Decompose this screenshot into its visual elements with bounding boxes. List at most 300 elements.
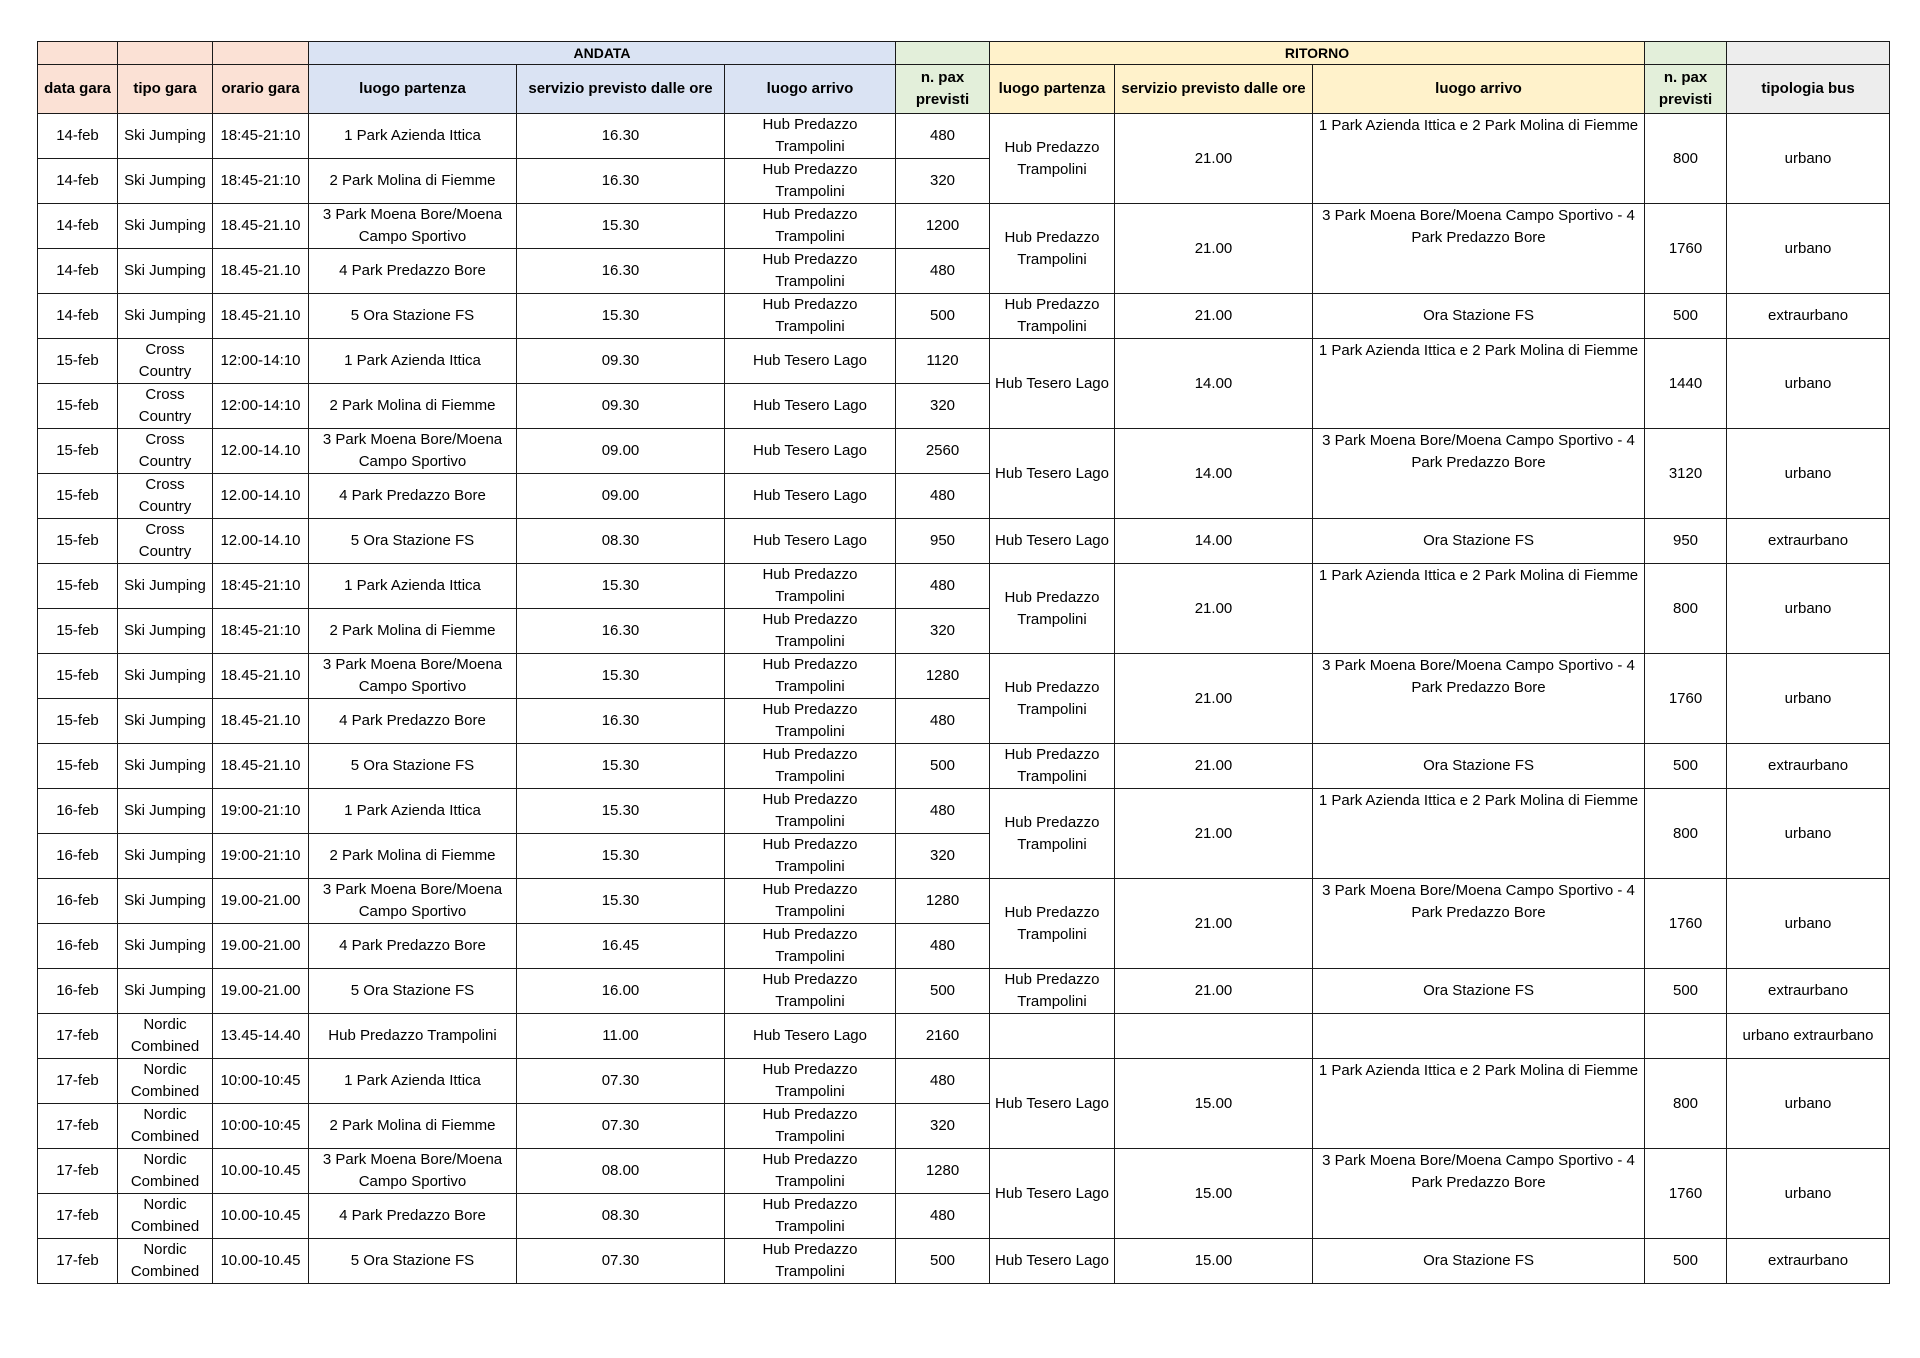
cell-andata-pax: 1280 [896,879,990,924]
cell-ritorno-luogo-partenza: Hub Tesero Lago [990,1149,1115,1239]
cell-ritorno-pax: 500 [1645,294,1727,339]
cell-andata-luogo-arrivo: Hub Predazzo Trampolini [725,564,896,609]
cell-orario-gara: 10.00-10.45 [213,1239,309,1284]
cell-tipo-gara: Ski Jumping [118,609,213,654]
cell-andata-pax: 480 [896,114,990,159]
cell-ritorno-servizio-ore: 21.00 [1115,744,1313,789]
cell-tipologia-bus: urbano [1727,339,1890,429]
cell-data-gara: 15-feb [38,564,118,609]
cell-andata-luogo-partenza: 2 Park Molina di Fiemme [309,609,517,654]
table-row [38,654,1890,699]
cell-andata-luogo-arrivo: Hub Predazzo Trampolini [725,789,896,834]
cell-data-gara: 17-feb [38,1149,118,1194]
cell-andata-luogo-partenza: 4 Park Predazzo Bore [309,1194,517,1239]
cell-andata-servizio-ore: 11.00 [517,1014,725,1059]
cell-andata-luogo-partenza: 1 Park Azienda Ittica [309,564,517,609]
cell-tipo-gara: Ski Jumping [118,204,213,249]
cell-data-gara: 15-feb [38,744,118,789]
cell-andata-luogo-arrivo: Hub Tesero Lago [725,474,896,519]
blank-header-cell [1727,42,1890,65]
cell-andata-luogo-arrivo: Hub Predazzo Trampolini [725,879,896,924]
cell-tipo-gara: Ski Jumping [118,834,213,879]
cell-andata-luogo-arrivo: Hub Predazzo Trampolini [725,744,896,789]
cell-andata-luogo-partenza: 4 Park Predazzo Bore [309,699,517,744]
cell-orario-gara: 19:00-21:10 [213,834,309,879]
cell-andata-servizio-ore: 16.30 [517,114,725,159]
cell-andata-pax: 320 [896,1104,990,1149]
cell-tipo-gara: Ski Jumping [118,699,213,744]
cell-data-gara: 15-feb [38,519,118,564]
cell-andata-luogo-partenza: 4 Park Predazzo Bore [309,474,517,519]
cell-tipologia-bus: extraurbano [1727,969,1890,1014]
cell-tipologia-bus: extraurbano [1727,294,1890,339]
cell-data-gara: 15-feb [38,699,118,744]
cell-andata-pax: 1280 [896,654,990,699]
cell-andata-pax: 950 [896,519,990,564]
cell-andata-luogo-partenza: 2 Park Molina di Fiemme [309,1104,517,1149]
cell-tipologia-bus: urbano [1727,1149,1890,1239]
cell-andata-luogo-partenza: 2 Park Molina di Fiemme [309,834,517,879]
cell-andata-luogo-partenza: 2 Park Molina di Fiemme [309,159,517,204]
cell-tipo-gara: Ski Jumping [118,879,213,924]
cell-tipo-gara: Ski Jumping [118,789,213,834]
cell-orario-gara: 18.45-21.10 [213,744,309,789]
cell-tipo-gara: Cross Country [118,474,213,519]
cell-data-gara: 15-feb [38,654,118,699]
cell-orario-gara: 10:00-10:45 [213,1059,309,1104]
cell-andata-servizio-ore: 09.30 [517,339,725,384]
cell-data-gara: 16-feb [38,789,118,834]
cell-ritorno-servizio-ore: 15.00 [1115,1239,1313,1284]
cell-data-gara: 16-feb [38,834,118,879]
cell-andata-servizio-ore: 07.30 [517,1104,725,1149]
blank-header-cell [38,42,118,65]
cell-andata-servizio-ore: 15.30 [517,744,725,789]
header-ritorno-luogo-arrivo: luogo arrivo [1313,65,1645,114]
cell-tipologia-bus: urbano [1727,789,1890,879]
table-row [38,294,1890,339]
cell-andata-luogo-partenza: Hub Predazzo Trampolini [309,1014,517,1059]
header-tipologia-bus: tipologia bus [1727,65,1890,114]
cell-andata-pax: 480 [896,564,990,609]
cell-andata-luogo-partenza: 5 Ora Stazione FS [309,969,517,1014]
cell-andata-luogo-partenza: 3 Park Moena Bore/Moena Campo Sportivo [309,879,517,924]
cell-andata-luogo-arrivo: Hub Predazzo Trampolini [725,1194,896,1239]
table-row [38,879,1890,924]
cell-tipo-gara: Ski Jumping [118,159,213,204]
cell-andata-luogo-partenza: 3 Park Moena Bore/Moena Campo Sportivo [309,1149,517,1194]
cell-andata-pax: 500 [896,744,990,789]
cell-andata-pax: 1280 [896,1149,990,1194]
andata-group-header: ANDATA [309,42,896,65]
cell-ritorno-luogo-partenza: Hub Tesero Lago [990,1059,1115,1149]
cell-andata-luogo-arrivo: Hub Tesero Lago [725,519,896,564]
cell-ritorno-luogo-arrivo: 1 Park Azienda Ittica e 2 Park Molina di Fiemme [1313,114,1645,204]
cell-andata-luogo-partenza: 4 Park Predazzo Bore [309,924,517,969]
table-row [38,564,1890,609]
cell-orario-gara: 19.00-21.00 [213,879,309,924]
cell-ritorno-pax: 500 [1645,969,1727,1014]
cell-orario-gara: 18:45-21:10 [213,159,309,204]
cell-ritorno-luogo-arrivo: 3 Park Moena Bore/Moena Campo Sportivo - 4 Park Predazzo Bore [1313,879,1645,969]
cell-andata-luogo-partenza: 1 Park Azienda Ittica [309,789,517,834]
cell-ritorno-servizio-ore: 21.00 [1115,969,1313,1014]
cell-orario-gara: 10.00-10.45 [213,1194,309,1239]
cell-orario-gara: 12:00-14:10 [213,339,309,384]
table-body [38,114,1890,1284]
cell-andata-servizio-ore: 15.30 [517,204,725,249]
cell-tipologia-bus: urbano [1727,429,1890,519]
blank-header-cell [213,42,309,65]
cell-ritorno-luogo-partenza: Hub Predazzo Trampolini [990,879,1115,969]
cell-andata-servizio-ore: 15.30 [517,834,725,879]
header-ritorno-servizio-ore: servizio previsto dalle ore [1115,65,1313,114]
cell-ritorno-servizio-ore: 21.00 [1115,879,1313,969]
cell-andata-servizio-ore: 15.30 [517,654,725,699]
cell-andata-servizio-ore: 08.30 [517,519,725,564]
cell-ritorno-pax: 800 [1645,114,1727,204]
cell-ritorno-luogo-arrivo: 3 Park Moena Bore/Moena Campo Sportivo - 4 Park Predazzo Bore [1313,1149,1645,1239]
cell-andata-luogo-partenza: 5 Ora Stazione FS [309,744,517,789]
cell-orario-gara: 13.45-14.40 [213,1014,309,1059]
table-row [38,789,1890,834]
table-row [38,114,1890,159]
cell-andata-servizio-ore: 16.45 [517,924,725,969]
cell-ritorno-luogo-arrivo: 1 Park Azienda Ittica e 2 Park Molina di Fiemme [1313,1059,1645,1149]
cell-andata-pax: 480 [896,1059,990,1104]
cell-andata-pax: 480 [896,924,990,969]
ritorno-group-header: RITORNO [990,42,1645,65]
cell-tipo-gara: Nordic Combined [118,1059,213,1104]
cell-ritorno-luogo-arrivo: Ora Stazione FS [1313,519,1645,564]
cell-data-gara: 14-feb [38,204,118,249]
cell-tipo-gara: Nordic Combined [118,1194,213,1239]
cell-data-gara: 16-feb [38,879,118,924]
cell-ritorno-servizio-ore: 21.00 [1115,564,1313,654]
cell-andata-luogo-arrivo: Hub Tesero Lago [725,1014,896,1059]
cell-andata-pax: 480 [896,1194,990,1239]
cell-andata-servizio-ore: 15.30 [517,879,725,924]
cell-orario-gara: 12.00-14.10 [213,474,309,519]
header-tipo-gara: tipo gara [118,65,213,114]
cell-andata-servizio-ore: 16.30 [517,159,725,204]
cell-tipologia-bus: urbano extraurbano [1727,1014,1890,1059]
blank-header-cell [1645,42,1727,65]
header-andata-servizio-ore: servizio previsto dalle ore [517,65,725,114]
cell-andata-pax: 2560 [896,429,990,474]
cell-tipo-gara: Nordic Combined [118,1149,213,1194]
cell-andata-servizio-ore: 08.00 [517,1149,725,1194]
cell-andata-luogo-arrivo: Hub Tesero Lago [725,339,896,384]
cell-orario-gara: 10.00-10.45 [213,1149,309,1194]
cell-ritorno-pax: 800 [1645,789,1727,879]
header-andata-luogo-arrivo: luogo arrivo [725,65,896,114]
cell-orario-gara: 18.45-21.10 [213,204,309,249]
cell-ritorno-pax: 1760 [1645,204,1727,294]
cell-andata-luogo-arrivo: Hub Predazzo Trampolini [725,654,896,699]
header-ritorno-luogo-partenza: luogo partenza [990,65,1115,114]
cell-data-gara: 15-feb [38,474,118,519]
cell-ritorno-luogo-partenza: Hub Tesero Lago [990,1239,1115,1284]
cell-ritorno-pax: 1760 [1645,654,1727,744]
cell-andata-luogo-arrivo: Hub Predazzo Trampolini [725,1104,896,1149]
cell-andata-pax: 480 [896,249,990,294]
cell-data-gara: 17-feb [38,1014,118,1059]
cell-andata-servizio-ore: 16.30 [517,699,725,744]
cell-ritorno-pax [1645,1014,1727,1059]
cell-tipo-gara: Cross Country [118,339,213,384]
cell-andata-servizio-ore: 16.30 [517,609,725,654]
cell-ritorno-luogo-partenza: Hub Predazzo Trampolini [990,294,1115,339]
cell-tipo-gara: Ski Jumping [118,969,213,1014]
cell-ritorno-luogo-partenza: Hub Predazzo Trampolini [990,564,1115,654]
cell-ritorno-servizio-ore: 14.00 [1115,429,1313,519]
cell-data-gara: 17-feb [38,1239,118,1284]
table-row [38,204,1890,249]
table-row [38,429,1890,474]
cell-tipologia-bus: urbano [1727,114,1890,204]
cell-tipo-gara: Ski Jumping [118,294,213,339]
cell-andata-pax: 1200 [896,204,990,249]
table-row [38,339,1890,384]
header-ritorno-pax: n. pax previsti [1645,65,1727,114]
table-row [38,1239,1890,1284]
cell-ritorno-luogo-partenza: Hub Predazzo Trampolini [990,204,1115,294]
cell-orario-gara: 18.45-21.10 [213,249,309,294]
table-row [38,1149,1890,1194]
table-row [38,969,1890,1014]
cell-tipo-gara: Ski Jumping [118,114,213,159]
cell-orario-gara: 12.00-14.10 [213,519,309,564]
cell-ritorno-pax: 1760 [1645,1149,1727,1239]
cell-data-gara: 14-feb [38,294,118,339]
cell-orario-gara: 19:00-21:10 [213,789,309,834]
cell-orario-gara: 19.00-21.00 [213,924,309,969]
cell-ritorno-luogo-partenza: Hub Tesero Lago [990,519,1115,564]
cell-ritorno-luogo-arrivo: 3 Park Moena Bore/Moena Campo Sportivo - 4 Park Predazzo Bore [1313,204,1645,294]
cell-andata-pax: 320 [896,609,990,654]
cell-ritorno-luogo-arrivo: 1 Park Azienda Ittica e 2 Park Molina di Fiemme [1313,789,1645,879]
cell-andata-luogo-arrivo: Hub Predazzo Trampolini [725,204,896,249]
cell-andata-servizio-ore: 16.00 [517,969,725,1014]
cell-ritorno-luogo-partenza: Hub Predazzo Trampolini [990,114,1115,204]
cell-andata-luogo-arrivo: Hub Predazzo Trampolini [725,294,896,339]
cell-data-gara: 15-feb [38,384,118,429]
cell-andata-luogo-partenza: 3 Park Moena Bore/Moena Campo Sportivo [309,429,517,474]
cell-andata-pax: 320 [896,834,990,879]
cell-data-gara: 17-feb [38,1059,118,1104]
cell-ritorno-luogo-arrivo: 1 Park Azienda Ittica e 2 Park Molina di Fiemme [1313,564,1645,654]
cell-data-gara: 17-feb [38,1104,118,1149]
cell-andata-luogo-arrivo: Hub Predazzo Trampolini [725,699,896,744]
cell-ritorno-servizio-ore: 21.00 [1115,114,1313,204]
cell-ritorno-luogo-arrivo [1313,1014,1645,1059]
cell-andata-pax: 500 [896,294,990,339]
cell-andata-luogo-partenza: 5 Ora Stazione FS [309,519,517,564]
table-row [38,744,1890,789]
cell-andata-luogo-partenza: 2 Park Molina di Fiemme [309,384,517,429]
cell-ritorno-servizio-ore: 21.00 [1115,789,1313,879]
table-row [38,1014,1890,1059]
transport-table [37,41,1890,1284]
cell-tipo-gara: Nordic Combined [118,1239,213,1284]
cell-andata-luogo-arrivo: Hub Predazzo Trampolini [725,249,896,294]
cell-andata-luogo-arrivo: Hub Predazzo Trampolini [725,834,896,879]
cell-andata-luogo-arrivo: Hub Predazzo Trampolini [725,114,896,159]
cell-ritorno-servizio-ore: 14.00 [1115,519,1313,564]
cell-data-gara: 17-feb [38,1194,118,1239]
cell-andata-luogo-partenza: 1 Park Azienda Ittica [309,1059,517,1104]
cell-ritorno-servizio-ore: 21.00 [1115,654,1313,744]
cell-orario-gara: 18:45-21:10 [213,609,309,654]
cell-orario-gara: 18.45-21.10 [213,654,309,699]
cell-ritorno-luogo-partenza: Hub Tesero Lago [990,429,1115,519]
cell-andata-servizio-ore: 15.30 [517,564,725,609]
cell-andata-servizio-ore: 07.30 [517,1059,725,1104]
cell-andata-luogo-arrivo: Hub Predazzo Trampolini [725,609,896,654]
cell-andata-luogo-arrivo: Hub Predazzo Trampolini [725,1149,896,1194]
cell-ritorno-luogo-partenza: Hub Predazzo Trampolini [990,969,1115,1014]
cell-ritorno-luogo-arrivo: 1 Park Azienda Ittica e 2 Park Molina di Fiemme [1313,339,1645,429]
cell-ritorno-servizio-ore: 21.00 [1115,294,1313,339]
header-data-gara: data gara [38,65,118,114]
cell-andata-servizio-ore: 08.30 [517,1194,725,1239]
cell-tipologia-bus: extraurbano [1727,744,1890,789]
cell-tipo-gara: Ski Jumping [118,924,213,969]
cell-andata-luogo-partenza: 5 Ora Stazione FS [309,1239,517,1284]
cell-orario-gara: 12.00-14.10 [213,429,309,474]
cell-ritorno-pax: 950 [1645,519,1727,564]
cell-tipo-gara: Cross Country [118,519,213,564]
cell-ritorno-luogo-partenza: Hub Predazzo Trampolini [990,789,1115,879]
cell-andata-luogo-partenza: 5 Ora Stazione FS [309,294,517,339]
cell-ritorno-pax: 1440 [1645,339,1727,429]
header-andata-luogo-partenza: luogo partenza [309,65,517,114]
cell-andata-luogo-arrivo: Hub Predazzo Trampolini [725,924,896,969]
cell-orario-gara: 19.00-21.00 [213,969,309,1014]
cell-ritorno-luogo-arrivo: Ora Stazione FS [1313,294,1645,339]
cell-ritorno-luogo-arrivo: Ora Stazione FS [1313,969,1645,1014]
cell-andata-servizio-ore: 09.30 [517,384,725,429]
header-orario-gara: orario gara [213,65,309,114]
cell-ritorno-luogo-partenza: Hub Tesero Lago [990,339,1115,429]
cell-tipo-gara: Ski Jumping [118,249,213,294]
cell-data-gara: 15-feb [38,429,118,474]
cell-andata-luogo-arrivo: Hub Tesero Lago [725,429,896,474]
cell-andata-pax: 500 [896,969,990,1014]
cell-ritorno-luogo-partenza [990,1014,1115,1059]
cell-data-gara: 15-feb [38,339,118,384]
cell-data-gara: 14-feb [38,249,118,294]
cell-ritorno-pax: 1760 [1645,879,1727,969]
cell-ritorno-servizio-ore: 15.00 [1115,1149,1313,1239]
cell-data-gara: 16-feb [38,969,118,1014]
cell-data-gara: 14-feb [38,159,118,204]
cell-andata-pax: 320 [896,159,990,204]
cell-ritorno-luogo-arrivo: Ora Stazione FS [1313,744,1645,789]
cell-andata-pax: 480 [896,699,990,744]
cell-andata-servizio-ore: 15.30 [517,294,725,339]
column-header-row [38,65,1890,114]
cell-andata-luogo-partenza: 1 Park Azienda Ittica [309,339,517,384]
cell-orario-gara: 18.45-21.10 [213,699,309,744]
cell-andata-pax: 500 [896,1239,990,1284]
cell-andata-luogo-partenza: 1 Park Azienda Ittica [309,114,517,159]
cell-andata-luogo-partenza: 3 Park Moena Bore/Moena Campo Sportivo [309,204,517,249]
table-row [38,1059,1890,1104]
cell-andata-pax: 320 [896,384,990,429]
cell-ritorno-luogo-arrivo: Ora Stazione FS [1313,1239,1645,1284]
cell-ritorno-luogo-arrivo: 3 Park Moena Bore/Moena Campo Sportivo - 4 Park Predazzo Bore [1313,429,1645,519]
cell-orario-gara: 18:45-21:10 [213,564,309,609]
cell-ritorno-servizio-ore: 14.00 [1115,339,1313,429]
cell-tipologia-bus: urbano [1727,564,1890,654]
cell-orario-gara: 18.45-21.10 [213,294,309,339]
cell-orario-gara: 10:00-10:45 [213,1104,309,1149]
cell-andata-luogo-arrivo: Hub Predazzo Trampolini [725,1059,896,1104]
cell-tipologia-bus: urbano [1727,1059,1890,1149]
cell-andata-pax: 480 [896,789,990,834]
cell-tipo-gara: Ski Jumping [118,654,213,699]
cell-ritorno-luogo-partenza: Hub Predazzo Trampolini [990,744,1115,789]
cell-tipo-gara: Nordic Combined [118,1104,213,1149]
cell-tipo-gara: Ski Jumping [118,564,213,609]
cell-ritorno-pax: 800 [1645,1059,1727,1149]
cell-orario-gara: 18:45-21:10 [213,114,309,159]
header-andata-pax: n. pax previsti [896,65,990,114]
cell-andata-pax: 480 [896,474,990,519]
cell-ritorno-pax: 500 [1645,1239,1727,1284]
cell-ritorno-servizio-ore [1115,1014,1313,1059]
cell-data-gara: 15-feb [38,609,118,654]
cell-ritorno-pax: 800 [1645,564,1727,654]
cell-tipologia-bus: urbano [1727,654,1890,744]
table-row [38,519,1890,564]
cell-andata-luogo-arrivo: Hub Predazzo Trampolini [725,969,896,1014]
cell-data-gara: 16-feb [38,924,118,969]
cell-ritorno-pax: 500 [1645,744,1727,789]
cell-andata-pax: 1120 [896,339,990,384]
cell-tipo-gara: Nordic Combined [118,1014,213,1059]
cell-andata-luogo-partenza: 4 Park Predazzo Bore [309,249,517,294]
cell-ritorno-luogo-partenza: Hub Predazzo Trampolini [990,654,1115,744]
cell-tipo-gara: Cross Country [118,384,213,429]
cell-ritorno-luogo-arrivo: 3 Park Moena Bore/Moena Campo Sportivo - 4 Park Predazzo Bore [1313,654,1645,744]
cell-ritorno-servizio-ore: 21.00 [1115,204,1313,294]
cell-tipo-gara: Cross Country [118,429,213,474]
group-header-row [38,42,1890,65]
cell-andata-servizio-ore: 07.30 [517,1239,725,1284]
cell-andata-luogo-arrivo: Hub Predazzo Trampolini [725,159,896,204]
cell-andata-servizio-ore: 09.00 [517,429,725,474]
cell-andata-servizio-ore: 09.00 [517,474,725,519]
cell-andata-servizio-ore: 15.30 [517,789,725,834]
cell-andata-luogo-arrivo: Hub Predazzo Trampolini [725,1239,896,1284]
cell-orario-gara: 12:00-14:10 [213,384,309,429]
cell-tipologia-bus: urbano [1727,879,1890,969]
blank-header-cell [118,42,213,65]
cell-andata-luogo-partenza: 3 Park Moena Bore/Moena Campo Sportivo [309,654,517,699]
cell-tipologia-bus: extraurbano [1727,519,1890,564]
cell-ritorno-pax: 3120 [1645,429,1727,519]
cell-tipo-gara: Ski Jumping [118,744,213,789]
cell-andata-pax: 2160 [896,1014,990,1059]
cell-andata-luogo-arrivo: Hub Tesero Lago [725,384,896,429]
blank-header-cell [896,42,990,65]
cell-andata-servizio-ore: 16.30 [517,249,725,294]
cell-data-gara: 14-feb [38,114,118,159]
cell-tipologia-bus: extraurbano [1727,1239,1890,1284]
